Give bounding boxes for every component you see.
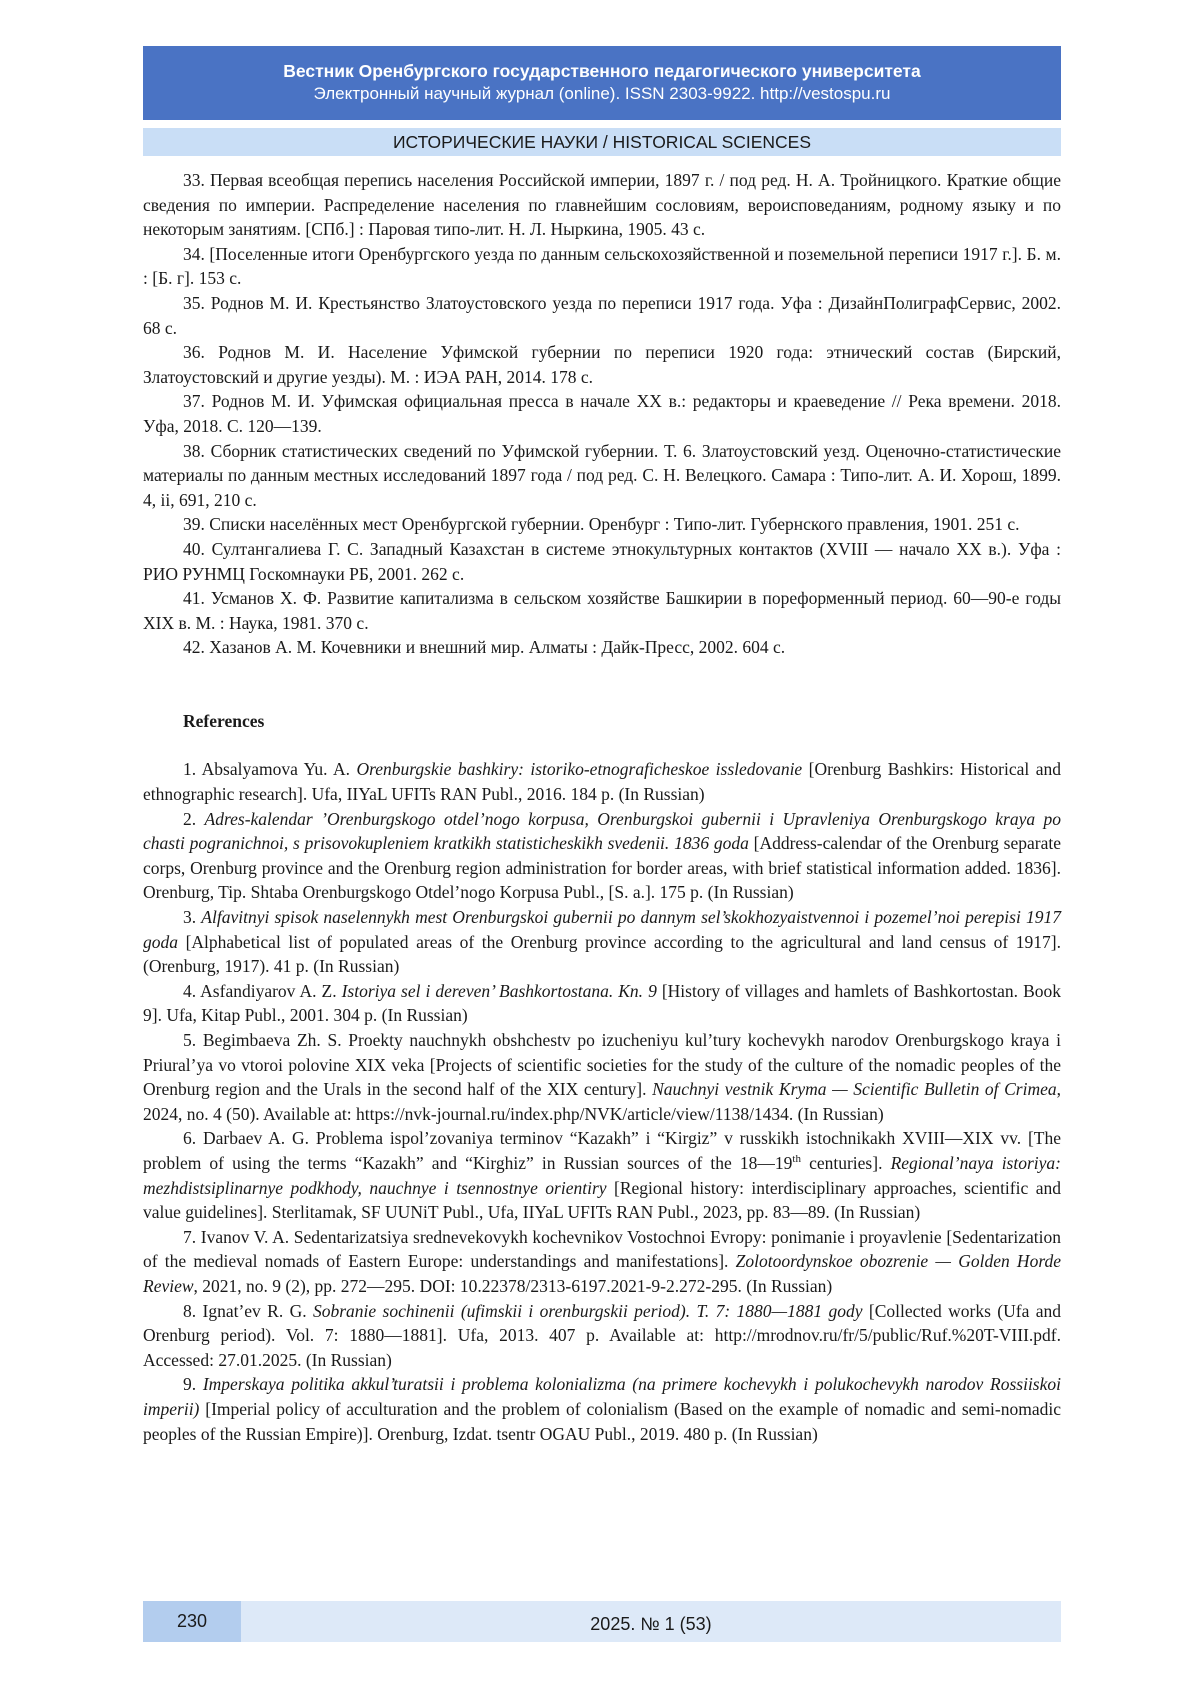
page-footer xyxy=(143,1601,1061,1642)
issue-label: 2025. № 1 (53) xyxy=(590,1614,712,1634)
source-item: 40. Султангалиева Г. С. Западный Казахстан в системе этнокультурных контактов (XVIII — начало XX в.). Уфа : РИО РУНМЦ Госкомнауки РБ, 2001. 262 с. xyxy=(143,538,1061,584)
references-heading: References xyxy=(183,710,265,731)
reference-item: 8. Ignat’ev R. G. Sobranie sochinenii (ufimskii i orenburgskii period). T. 7: 1880—1881 gody [Collected works (Ufa and Orenburg period). Vol. 7: 1880—1881]. Ufa, 2013. 407 p. Available at: http://mrodnov.ru/fr/5/public/Ruf.%20T-VIII.pdf. Accessed: 27.01.2025. (In Russian) xyxy=(143,1300,1061,1370)
journal-header xyxy=(143,46,1061,120)
reference-item: 1. Absalyamova Yu. A. Orenburgskie bashkiry: istoriko-etnograficheskoe issledovanie [Orenburg Bashkirs: Historical and ethnographic research]. Ufa, IIYaL UFITs RAN Publ., 2016. 184 p. (In Russian) xyxy=(143,759,1061,805)
reference-item: 6. Darbaev A. G. Problema ispol’zovaniya terminov “Kazakh” i “Kirgiz” v russkikh istochnikakh XVIII—XIX vv. [The problem of using the terms “Kazakh” and “Kirghiz” in Russian sources of the 18—19th centuries]. Regional’naya istoriya: mezhdistsiplinarnye podkhody, nauchnye i tsennostnye orientiry [Regional history: interdisciplinary approaches, scientific and value guidelines]. Sterlitamak, SF UUNiT Publ., Ufa, IIYaL UFITs RAN Publ., 2023, pp. 83—89. (In Russian) xyxy=(143,1128,1061,1223)
reference-item: 5. Begimbaeva Zh. S. Proekty nauchnykh obshchestv po izucheniyu kul’tury kochevykh narodov Orenburgskogo kraya i Priural’ya vo vtoroi polovine XIX veka [Projects of scientific societies for the study of the culture of the nomadic peoples of the Orenburg region and the Urals in the second half of the XIX century]. Nauchnyi vestnik Kryma — Scientific Bulletin of Crimea, 2024, no. 4 (50). Available at: https://nvk-journal.ru/index.php/NVK/article/view/1138/1434. (In Russian) xyxy=(143,1030,1061,1124)
source-item: 35. Роднов М. И. Крестьянство Златоустовского уезда по переписи 1917 года. Уфа : ДизайнПолиграфСервис, 2002. 68 с. xyxy=(143,292,1061,338)
source-item: 36. Роднов М. И. Население Уфимской губернии по переписи 1920 года: этнический состав (Бирский, Златоустовский и другие уезды). М. : ИЭА РАН, 2014. 178 с. xyxy=(143,342,1061,387)
section-title: ИСТОРИЧЕСКИЕ НАУКИ / HISTORICAL SCIENCES xyxy=(143,128,1061,156)
source-item: 39. Списки населённых мест Оренбургской губернии. Оренбург : Типо-лит. Губернского правления, 1901. 251 с. xyxy=(183,514,1020,535)
journal-subtitle: Электронный научный журнал (online). ISSN 2303-9922. http://vestospu.ru xyxy=(313,84,891,103)
reference-item: 2. Adres-kalendar ’Orenburgskogo otdel’nogo korpusa, Orenburgskoi gubernii i Upravleniya Orenburgskogo kraya po chasti pogranichnoi, s prisovokupleniem kratkikh statisticheskikh svedenii. 1836 goda [Address-calendar of the Orenburg separate corps, Orenburg province and the Orenburg region administration for border areas, with brief statistical information added. 1836]. Orenburg, Tip. Shtaba Orenburgskogo Otdel’nogo Korpusa Publ., [S. a.]. 175 p. (In Russian) xyxy=(143,808,1061,903)
reference-item: 7. Ivanov V. A. Sedentarizatsiya srednevekovykh kochevnikov Vostochnoi Evropy: ponimanie i proyavlenie [Sedentarization of the medieval nomads of Eastern Europe: understandings and manifestations]. Zolotoordynskoe obozrenie — Golden Horde Review, 2021, no. 9 (2), pp. 272—295. DOI: 10.22378/2313-6197.2021-9-2.272-295. (In Russian) xyxy=(143,1226,1061,1296)
reference-item: 3. Alfavitnyi spisok naselennykh mest Orenburgskoi gubernii po dannym sel’skokhozyaistvennoi i pozemel’noi perepisi 1917 goda [Alphabetical list of populated areas of the Orenburg province according to the agricultural and land census of 1917]. (Orenburg, 1917). 41 p. (In Russian) xyxy=(143,907,1061,977)
source-item: 42. Хазанов А. М. Кочевники и внешний мир. Алматы : Дайк-Пресс, 2002. 604 с. xyxy=(183,637,786,658)
source-item: 41. Усманов Х. Ф. Развитие капитализма в сельском хозяйстве Башкирии в пореформенный период. 60—90-е годы XIX в. М. : Наука, 1981. 370 с. xyxy=(143,588,1061,633)
source-item: 33. Первая всеобщая перепись населения Российской империи, 1897 г. / под ред. Н. А. Тройницкого. Краткие общие сведения по империи. Распределение населения по главнейшим сословиям, вероисповеданиям, родному языку и по некоторым занятиям. [СПб.] : Паровая типо-лит. Н. Л. Ныркина, 1905. 43 с. xyxy=(143,170,1061,240)
journal-title: Вестник Оренбургского государственного педагогического университета xyxy=(283,61,921,81)
page-number: 230 xyxy=(143,1601,241,1642)
source-item: 37. Роднов М. И. Уфимская официальная пресса в начале XX в.: редакторы и краеведение // Река времени. 2018. Уфа, 2018. С. 120—139. xyxy=(143,391,1061,436)
reference-item: 9. Imperskaya politika akkul’turatsii i problema kolonializma (na primere kochevykh i polukochevykh narodov Rossiiskoi imperii) [Imperial policy of acculturation and the problem of colonialism (Based on the example of nomadic and semi-nomadic peoples of the Russian Empire)]. Orenburg, Izdat. tsentr OGAU Publ., 2019. 480 p. (In Russian) xyxy=(143,1374,1061,1444)
source-item: 34. [Поселенные итоги Оренбургского уезда по данным сельскохозяйственной и поземельной переписи 1917 г.]. Б. м. : [Б. г]. 153 с. xyxy=(143,243,1061,289)
source-item: 38. Сборник статистических сведений по Уфимской губернии. Т. 6. Златоустовский уезд. Оценочно-статистические материалы по данным местных исследований 1897 года / под ред. С. Н. Велецкого. Самара : Типо-лит. А. И. Хорош, 1899. 4, ii, 691, 210 с. xyxy=(143,440,1061,510)
bibliography xyxy=(143,168,1061,1446)
reference-item: 4. Asfandiyarov A. Z. Istoriya sel i dereven’ Bashkortostana. Kn. 9 [History of villages and hamlets of Bashkortostan. Book 9]. Ufa, Kitap Publ., 2001. 304 p. (In Russian) xyxy=(143,980,1061,1026)
